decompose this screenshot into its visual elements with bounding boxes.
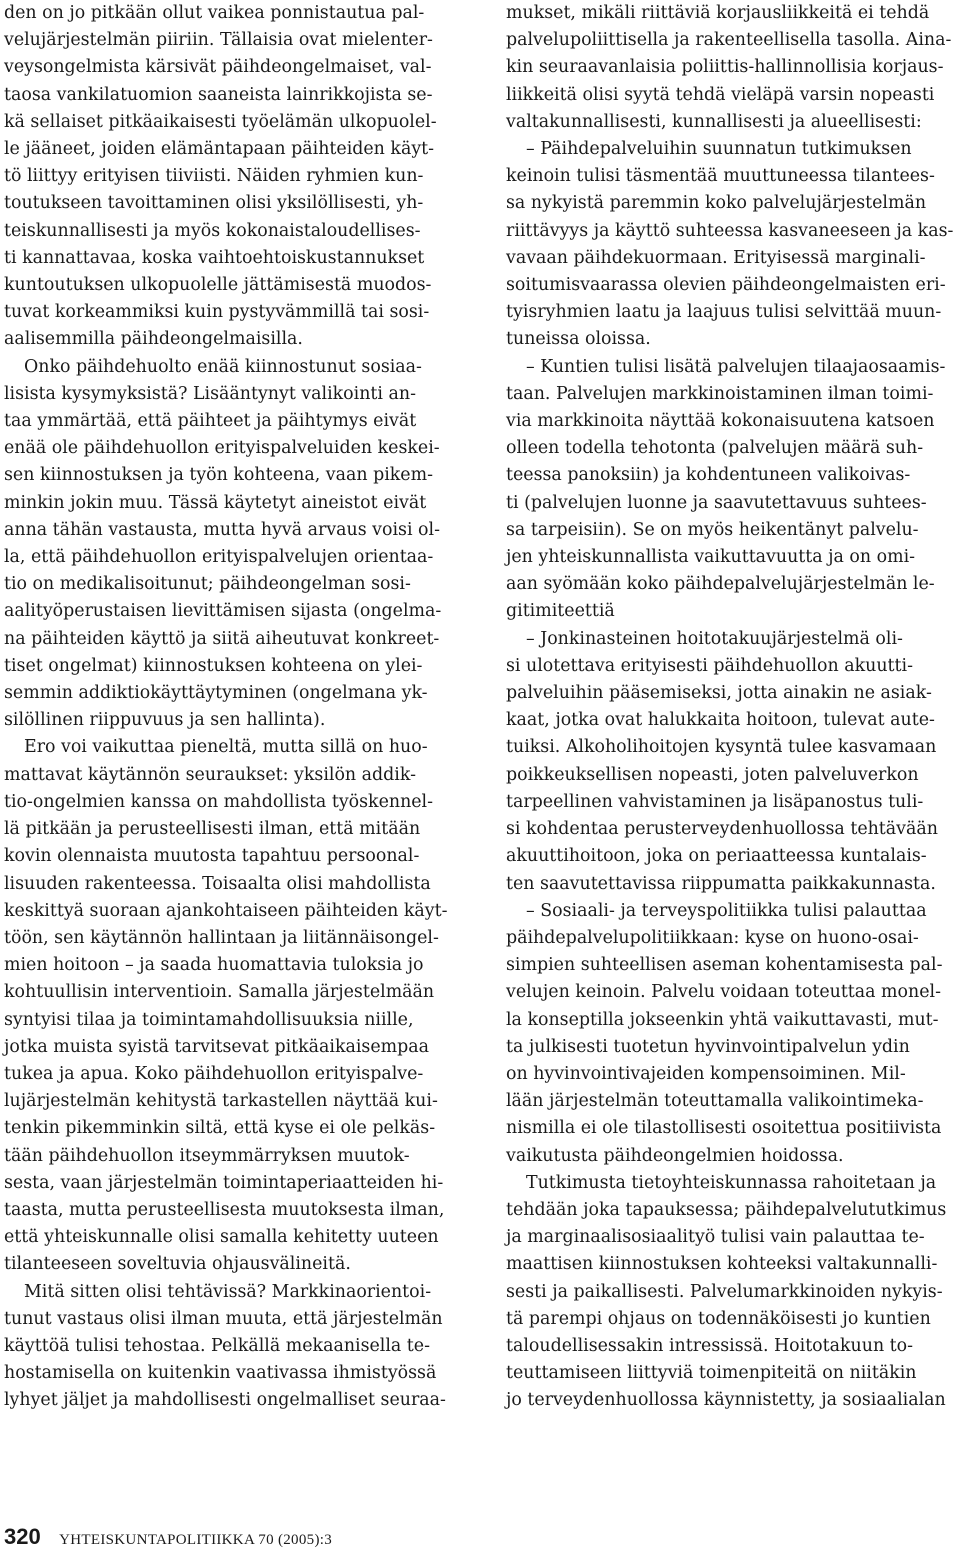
journal-title: YHTEISKUNTAPOLITIIKKA 70 (2005):3: [59, 1532, 333, 1548]
list-item: – Jonkinasteinen hoitotakuujärjestelmä oli- si ulotettava erityisesti päihdehuollon akuutti- palveluihin pääsemiseksi, jotta ainakin ne asiak- kaat, jotka ovat halukkaita hoitoon, tulevat aute- tuiksi. Alkoholihoitojen kysyntä tulee kasvamaan poikkeuksellisen nopeasti, joten palveluverkon tarpeellinen vahvistaminen ja lisäpanostus tuli- si kohdentaa perusterveydenhuollossa tehtävään akuuttihoitoon, joka on periaatteessa kuntalais- ten saavutettavissa riippumatta paikkakunnasta.: [506, 628, 938, 894]
page-footer: [4, 1524, 332, 1550]
paragraph: Tutkimusta tietoyhteiskunnassa rahoitetaan ja tehdään joka tapauksessa; päihdepalvelututkimus ja marginaalisosiaalityö tulisi vain palauttaa te- maattisen kiinnostuksen kohteeksi valtakunnalli- sesti ja paikallisesti. Palvelumarkkinoiden nykyis- tä parempi ohjaus on todennäköisesti jo kuntien taloudellisessakin intressissä. Hoitotakuun to- teuttamiseen liittyviä toimenpiteitä on niitäkin jo terveydenhuollossa käynnistetty, ja sosiaalialan: [506, 1172, 947, 1411]
paragraph: Mitä sitten olisi tehtävissä? Markkinaorientoi- tunut vastaus olisi ilman muuta, että järjestelmän käyttöä tulisi tehostaa. Pelkällä mekaanisella te- hostamisella on kuitenkin vaativassa ihmistyössä lyhyet jäljet ja mahdollisesti ongelmalliset seuraa-: [4, 1281, 446, 1411]
list-item: – Kuntien tulisi lisätä palvelujen tilaajaosaamis- taan. Palvelujen markkinoistaminen ilman toimi- via markkinoita näyttää kokonaisuutena katsoen olleen todella tehotonta (palvelujen määrä suh- teessa panoksiin) ja kohdentuneen valikoivas- ti (palvelujen luonne ja saavutettavuus suhtees- sa tarpeisiin). Se on myös heikentänyt palvelu- jen yhteiskunnallista vaikuttavuutta ja on omi- aan syömään koko päihdepalvelujärjestelmän le- gitimiteettiä: [506, 356, 946, 622]
paragraph: mukset, mikäli riittäviä korjausliikkeitä ei tehdä palvelupoliittisella ja rakenteellisella tasolla. Aina- kin seuraavanlaisia poliittis-hallinnollisia korjaus- liikkeitä olisi syytä tehdä vieläpä varsin nopeasti valtakunnallisesti, kunnallisesti ja alueellisesti:: [506, 3, 952, 132]
page-number: 320: [4, 1524, 41, 1549]
left-column: [4, 0, 456, 1415]
list-item: – Sosiaali- ja terveyspolitiikka tulisi palauttaa päihdepalvelupolitiikkaan: kyse on huono-osai- simpien suhteellisen aseman kohentamisesta pal- velujen keinoin. Palvelu voidaan toteuttaa monel- la konseptilla jokseenkin yhtä vaikuttavasti, mut- ta julkisesti tuotetun hyvinvointipalvelun ydin on hyvinvointivajeiden kompensoiminen. Mil- lään järjestelmän toteuttamalla valikointimeka- nismilla ei ole tilastollisesti osoitettua positiivista vaikutusta päihdeongelmien hoidossa.: [506, 900, 943, 1166]
paragraph: Ero voi vaikuttaa pieneltä, mutta sillä on huo- mattavat käytännön seuraukset: yksilön addik- tio-ongelmien kanssa on mahdollista työskennel- lä pitkään ja perusteellisesti ilman, että mitään kovin olennaista muutosta tapahtuu persoonal- lisuuden rakenteessa. Toisaalta olisi mahdollista keskittyä suoraan ajankohtaiseen päihteiden käyt- töön, sen käytännön hallintaan ja liitännäisongel- mien hoitoon – ja saada huomattavia tuloksia jo kohtuullisin interventioin. Samalla järjestelmään syntyisi tilaa ja toimintamahdollisuuksia niille, jotka muista syistä tarvitsevat pitkäaikaisempaa tukea ja apua. Koko päihdehuollon erityispalve- lujärjestelmän kehitystä tarkastellen näyttää kui- tenkin pikemminkin siltä, että kyse ei ole pelkäs- tään päihdehuollon itseymmärryksen muutok- sesta, vaan järjestelmän toimintaperiaatteiden hi- taasta, mutta perusteellisesta muutoksesta ilman, että yhteiskunnalle olisi samalla kehitetty uuteen tilanteeseen soveltuvia ohjausvälineitä.: [4, 737, 448, 1275]
right-column: [506, 0, 956, 1415]
paragraph: Onko päihdehuolto enää kiinnostunut sosiaa- lisista kysymyksistä? Lisääntynyt valikointi an- taa ymmärtää, että päihteet ja päihtymys eivät enää ole päihdehuollon erityispalveluiden keskei- sen kiinnostuksen ja työn kohteena, vaan pikem- minkin jokin muu. Tässä käytetyt aineistot eivät anna tähän vastausta, mutta hyvä arvaus voisi ol- la, että päihdehuollon erityispalvelujen orientaa- tio on medikalisoitunut; päihdeongelman sosi- aalityöperustaisen lievittämisen sijasta (ongelma- na päihteiden käyttö ja siitä aiheutuvat konkreet- tiset ongelmat) kiinnostuksen kohteena on ylei- semmin addiktiokäyttäytyminen (ongelmana yk- silöllinen riippuvuus ja sen hallinta).: [4, 356, 442, 731]
list-item: – Päihdepalveluihin suunnatun tutkimuksen keinoin tulisi täsmentää muuttuneessa tilantees- sa nykyistä paremmin koko palvelujärjestelmän riittävyys ja käyttö suhteessa kasvaneeseen ja kas- vavaan päihdekuormaan. Erityisessä marginali- soitumisvaarassa olevien päihdeongelmaisten eri- tyisryhmien laatu ja laajuus tulisi selvittää muun- tuneissa oloissa.: [506, 139, 954, 350]
paragraph: den on jo pitkään ollut vaikea ponnistautua pal- velujärjestelmän piiriin. Tällaisia ovat mielenter- veysongelmista kärsivät päihdeongelmaiset, val- taosa vankilatuomion saaneista lainrikkojista se- kä sellaiset pitkäaikaisesti työelämän ulkopuolel- le jääneet, joiden elämäntapaan päihteiden käyt- tö liittyy erityisen tiiviisti. Näiden ryhmien kun- toutukseen tavoittaminen olisi yksilöllisesti, yh- teiskunnallisesti ja myös kokonaistaloudellises- ti kannattavaa, koska vaihtoehtoiskustannukset kuntoutuksen ulkopuolelle jättämisestä muodos- tuvat korkeammiksi kuin pystyvämmillä tai sosi- aalisemmilla päihdeongelmaisilla.: [4, 3, 437, 350]
